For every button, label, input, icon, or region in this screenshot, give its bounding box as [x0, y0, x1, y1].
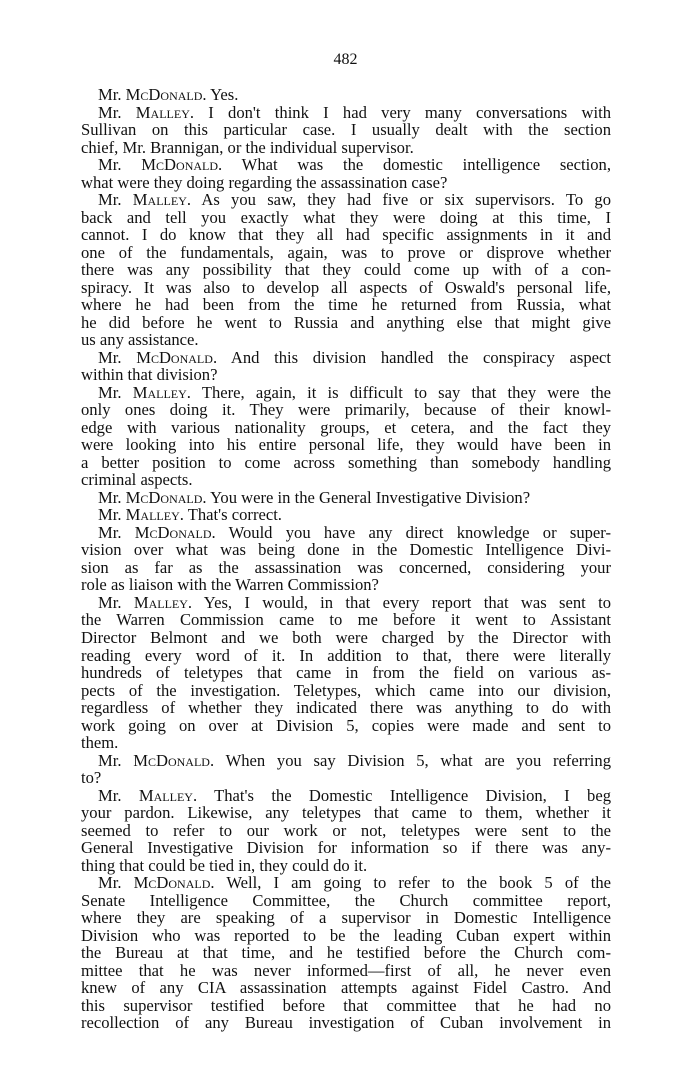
line-text: were looking into his entire personal life, they would have been in [81, 435, 611, 455]
line-text: thing that could be tied in, they could do it. [81, 855, 368, 875]
line-text: cannot. I do know that they all had specific assignments in it and [81, 225, 611, 245]
text-line: Mr. Malley. There, again, it is difficult to say that they were the [98, 382, 611, 402]
line-text: recollection of any Bureau investigation of Cuban involvement in [81, 1013, 611, 1033]
line-text: edge with various nationality groups, et cetera, and the fact they [81, 417, 611, 437]
speaker-name: McDonald [125, 85, 203, 104]
transcript-paragraph [81, 86, 611, 104]
speaker-name: McDonald [134, 522, 212, 542]
speaker-name: McDonald [133, 873, 211, 893]
text-line [81, 244, 611, 262]
speaker-name: Malley [132, 190, 187, 210]
text-line [81, 699, 611, 717]
line-text: what were they doing regarding the assassination case? [81, 172, 448, 192]
text-line [81, 209, 611, 227]
text-line: Mr. Malley. As you saw, they had five or six supervisors. To go [98, 190, 611, 210]
transcript-paragraph [81, 384, 611, 489]
text-line [81, 892, 611, 910]
text-line [81, 139, 611, 157]
text-line [81, 822, 611, 840]
transcript-paragraph [81, 489, 611, 507]
line-text: That's correct. [187, 505, 282, 525]
speaker-title: Mr. [98, 382, 122, 402]
line-text: regardless of whether they indicated there was anything to do with [81, 698, 611, 718]
line-text: spiracy. It was also to develop all aspects of Oswald's personal life, [81, 277, 611, 297]
text-line: Mr. McDonald. Yes. [98, 85, 239, 104]
text-line [81, 541, 611, 559]
text-line [81, 121, 611, 139]
text-line: Mr. McDonald. Would you have any direct knowledge or super- [98, 522, 611, 542]
speaker-title: Mr. [98, 750, 122, 770]
line-text: criminal aspects. [81, 470, 193, 490]
text-line [81, 331, 611, 349]
line-text: them. [81, 733, 119, 753]
line-text: reading every word of it. In addition to that, there were literally [81, 645, 611, 665]
text-line: Mr. Malley. That's the Domestic Intelligence Division, I beg [98, 785, 611, 805]
text-line [81, 454, 611, 472]
text-line [81, 226, 611, 244]
speaker-title: Mr. [98, 102, 122, 122]
text-line [81, 647, 611, 665]
speaker-name: McDonald [136, 347, 213, 367]
transcript-paragraph [81, 787, 611, 875]
line-text: When you say Division 5, what are you referring [225, 750, 611, 770]
line-text: hundreds of teletypes that came in from the field on various as- [81, 663, 611, 683]
line-text: one of the fundamentals, again, was to prove or disprove whether [81, 242, 611, 262]
text-line [81, 366, 611, 384]
transcript-paragraph [81, 191, 611, 349]
line-text: he did before he went to Russia and anything else that might give [81, 312, 611, 332]
text-line [81, 909, 611, 927]
text-line [81, 419, 611, 437]
line-text: I don't think I had very many conversations with [208, 102, 611, 122]
line-text: your pardon. Likewise, any teletypes that came to them, whether it [81, 803, 611, 823]
line-text: And this division handled the conspiracy aspect [230, 347, 611, 367]
line-text: there was any possibility that they could come up with of a con- [81, 260, 611, 280]
text-line [81, 279, 611, 297]
line-text: within that division? [81, 365, 218, 385]
text-line [81, 927, 611, 945]
text-line [81, 629, 611, 647]
speaker-name: Malley [138, 785, 193, 805]
speaker-name: McDonald [125, 487, 203, 507]
line-text: Yes. [210, 85, 239, 104]
line-text: pects of the investigation. Teletypes, which came into our division, [81, 680, 611, 700]
line-text: where they are speaking of a supervisor in Domestic Intelligence [81, 908, 611, 928]
line-text: That's the Domestic Intelligence Division, I beg [214, 785, 611, 805]
text-line: Mr. McDonald. And this division handled the conspiracy aspect [98, 347, 611, 367]
line-text: knew of any CIA assassination attempts against Fidel Castro. And [81, 978, 611, 998]
text-line [81, 436, 611, 454]
speaker-name: Malley [135, 102, 190, 122]
line-text: General Investigative Division for information so if there was any- [81, 838, 611, 858]
text-line [81, 611, 611, 629]
text-line: Mr. McDonald. You were in the General Investigative Division? [98, 487, 531, 507]
line-text: There, again, it is difficult to say that they were the [201, 382, 611, 402]
line-text: You were in the General Investigative Division? [210, 487, 531, 507]
line-text: us any assistance. [81, 330, 199, 350]
line-text: As you saw, they had five or six supervisors. To go [201, 190, 611, 210]
speaker-title: Mr. [98, 505, 122, 525]
text-line [81, 296, 611, 314]
line-text: work going on over at Division 5, copies were made and sent to [81, 715, 611, 735]
speaker-title: Mr. [98, 785, 122, 805]
line-text: the Warren Commission came to me before it went to Assistant [81, 610, 611, 630]
text-line: Mr. Malley. That's correct. [98, 505, 282, 525]
page-number: 482 [333, 51, 358, 68]
transcript-paragraph [81, 594, 611, 752]
transcript-paragraph [81, 156, 611, 191]
text-line [81, 839, 611, 857]
text-line [81, 857, 611, 875]
text-line: Mr. McDonald. When you say Division 5, what are you referring [98, 750, 611, 770]
text-line [81, 576, 611, 594]
text-line [81, 997, 611, 1015]
speaker-title: Mr. [98, 592, 122, 612]
transcript-body [81, 86, 611, 1032]
text-line [81, 314, 611, 332]
text-line [81, 261, 611, 279]
text-line: Mr. McDonald. What was the domestic intelligence section, [98, 155, 612, 175]
line-text: sion as far as the assassination was concerned, considering your [81, 557, 611, 577]
text-line [81, 962, 611, 980]
text-line [81, 734, 611, 752]
text-line [81, 174, 611, 192]
line-text: this supervisor testified before that committee that he had no [81, 995, 611, 1015]
line-text: mittee that he was never informed—first of all, he never even [81, 960, 611, 980]
transcript-paragraph [81, 506, 611, 524]
speaker-name: McDonald [133, 750, 210, 770]
text-line: Mr. Malley. I don't think I had very many conversations with [98, 102, 611, 122]
transcript-paragraph [81, 349, 611, 384]
text-line [81, 717, 611, 735]
line-text: Well, I am going to refer to the book 5 of the [226, 873, 612, 893]
line-text: Senate Intelligence Committee, the Church committee report, [81, 890, 611, 910]
text-line [81, 682, 611, 700]
line-text: role as liaison with the Warren Commission? [81, 575, 379, 595]
text-line [81, 979, 611, 997]
text-line [81, 804, 611, 822]
speaker-title: Mr. [98, 155, 122, 175]
text-line [81, 559, 611, 577]
line-text: vision over what was being done in the Domestic Intelligence Divi- [81, 540, 611, 560]
speaker-title: Mr. [98, 190, 122, 210]
line-text: back and tell you exactly what they were doing at this time, I [81, 207, 611, 227]
speaker-name: Malley [132, 382, 187, 402]
speaker-title: Mr. [98, 487, 122, 507]
line-text: Sullivan on this particular case. I usually dealt with the section [81, 120, 611, 140]
speaker-name: Malley [133, 592, 188, 612]
text-line: Mr. McDonald. Well, I am going to refer to the book 5 of the [98, 873, 612, 893]
line-text: to? [81, 768, 102, 788]
line-text: a better position to come across something than somebody handling [81, 452, 611, 472]
line-text: where he had been from the time he returned from Russia, what [81, 295, 611, 315]
text-line [81, 401, 611, 419]
line-text: Yes, I would, in that every report that was sent to [203, 592, 611, 612]
transcript-paragraph [81, 524, 611, 594]
text-line [81, 471, 611, 489]
speaker-title: Mr. [98, 522, 122, 542]
text-line [81, 664, 611, 682]
transcript-paragraph [81, 874, 611, 1032]
transcript-paragraph [81, 752, 611, 787]
line-text: Would you have any direct knowledge or super- [228, 522, 611, 542]
speaker-title: Mr. [98, 873, 122, 893]
line-text: chief, Mr. Brannigan, or the individual supervisor. [81, 137, 414, 157]
speaker-title: Mr. [98, 347, 122, 367]
speaker-name: Malley [125, 505, 180, 525]
line-text: the Bureau at that time, and he testified before the Church com- [81, 943, 611, 963]
text-line [81, 1014, 611, 1032]
text-line [81, 944, 611, 962]
line-text: Division who was reported to be the leading Cuban expert within [81, 925, 611, 945]
speaker-name: McDonald [141, 155, 219, 175]
line-text: seemed to refer to our work or not, teletypes were sent to the [81, 820, 611, 840]
speaker-title: Mr. [98, 85, 122, 104]
text-line [81, 769, 611, 787]
text-line: Mr. Malley. Yes, I would, in that every report that was sent to [98, 592, 611, 612]
transcript-paragraph [81, 104, 611, 157]
line-text: Director Belmont and we both were charged by the Director with [81, 627, 611, 647]
line-text: only ones doing it. They were primarily, because of their knowl- [81, 400, 611, 420]
line-text: What was the domestic intelligence section, [241, 155, 612, 175]
